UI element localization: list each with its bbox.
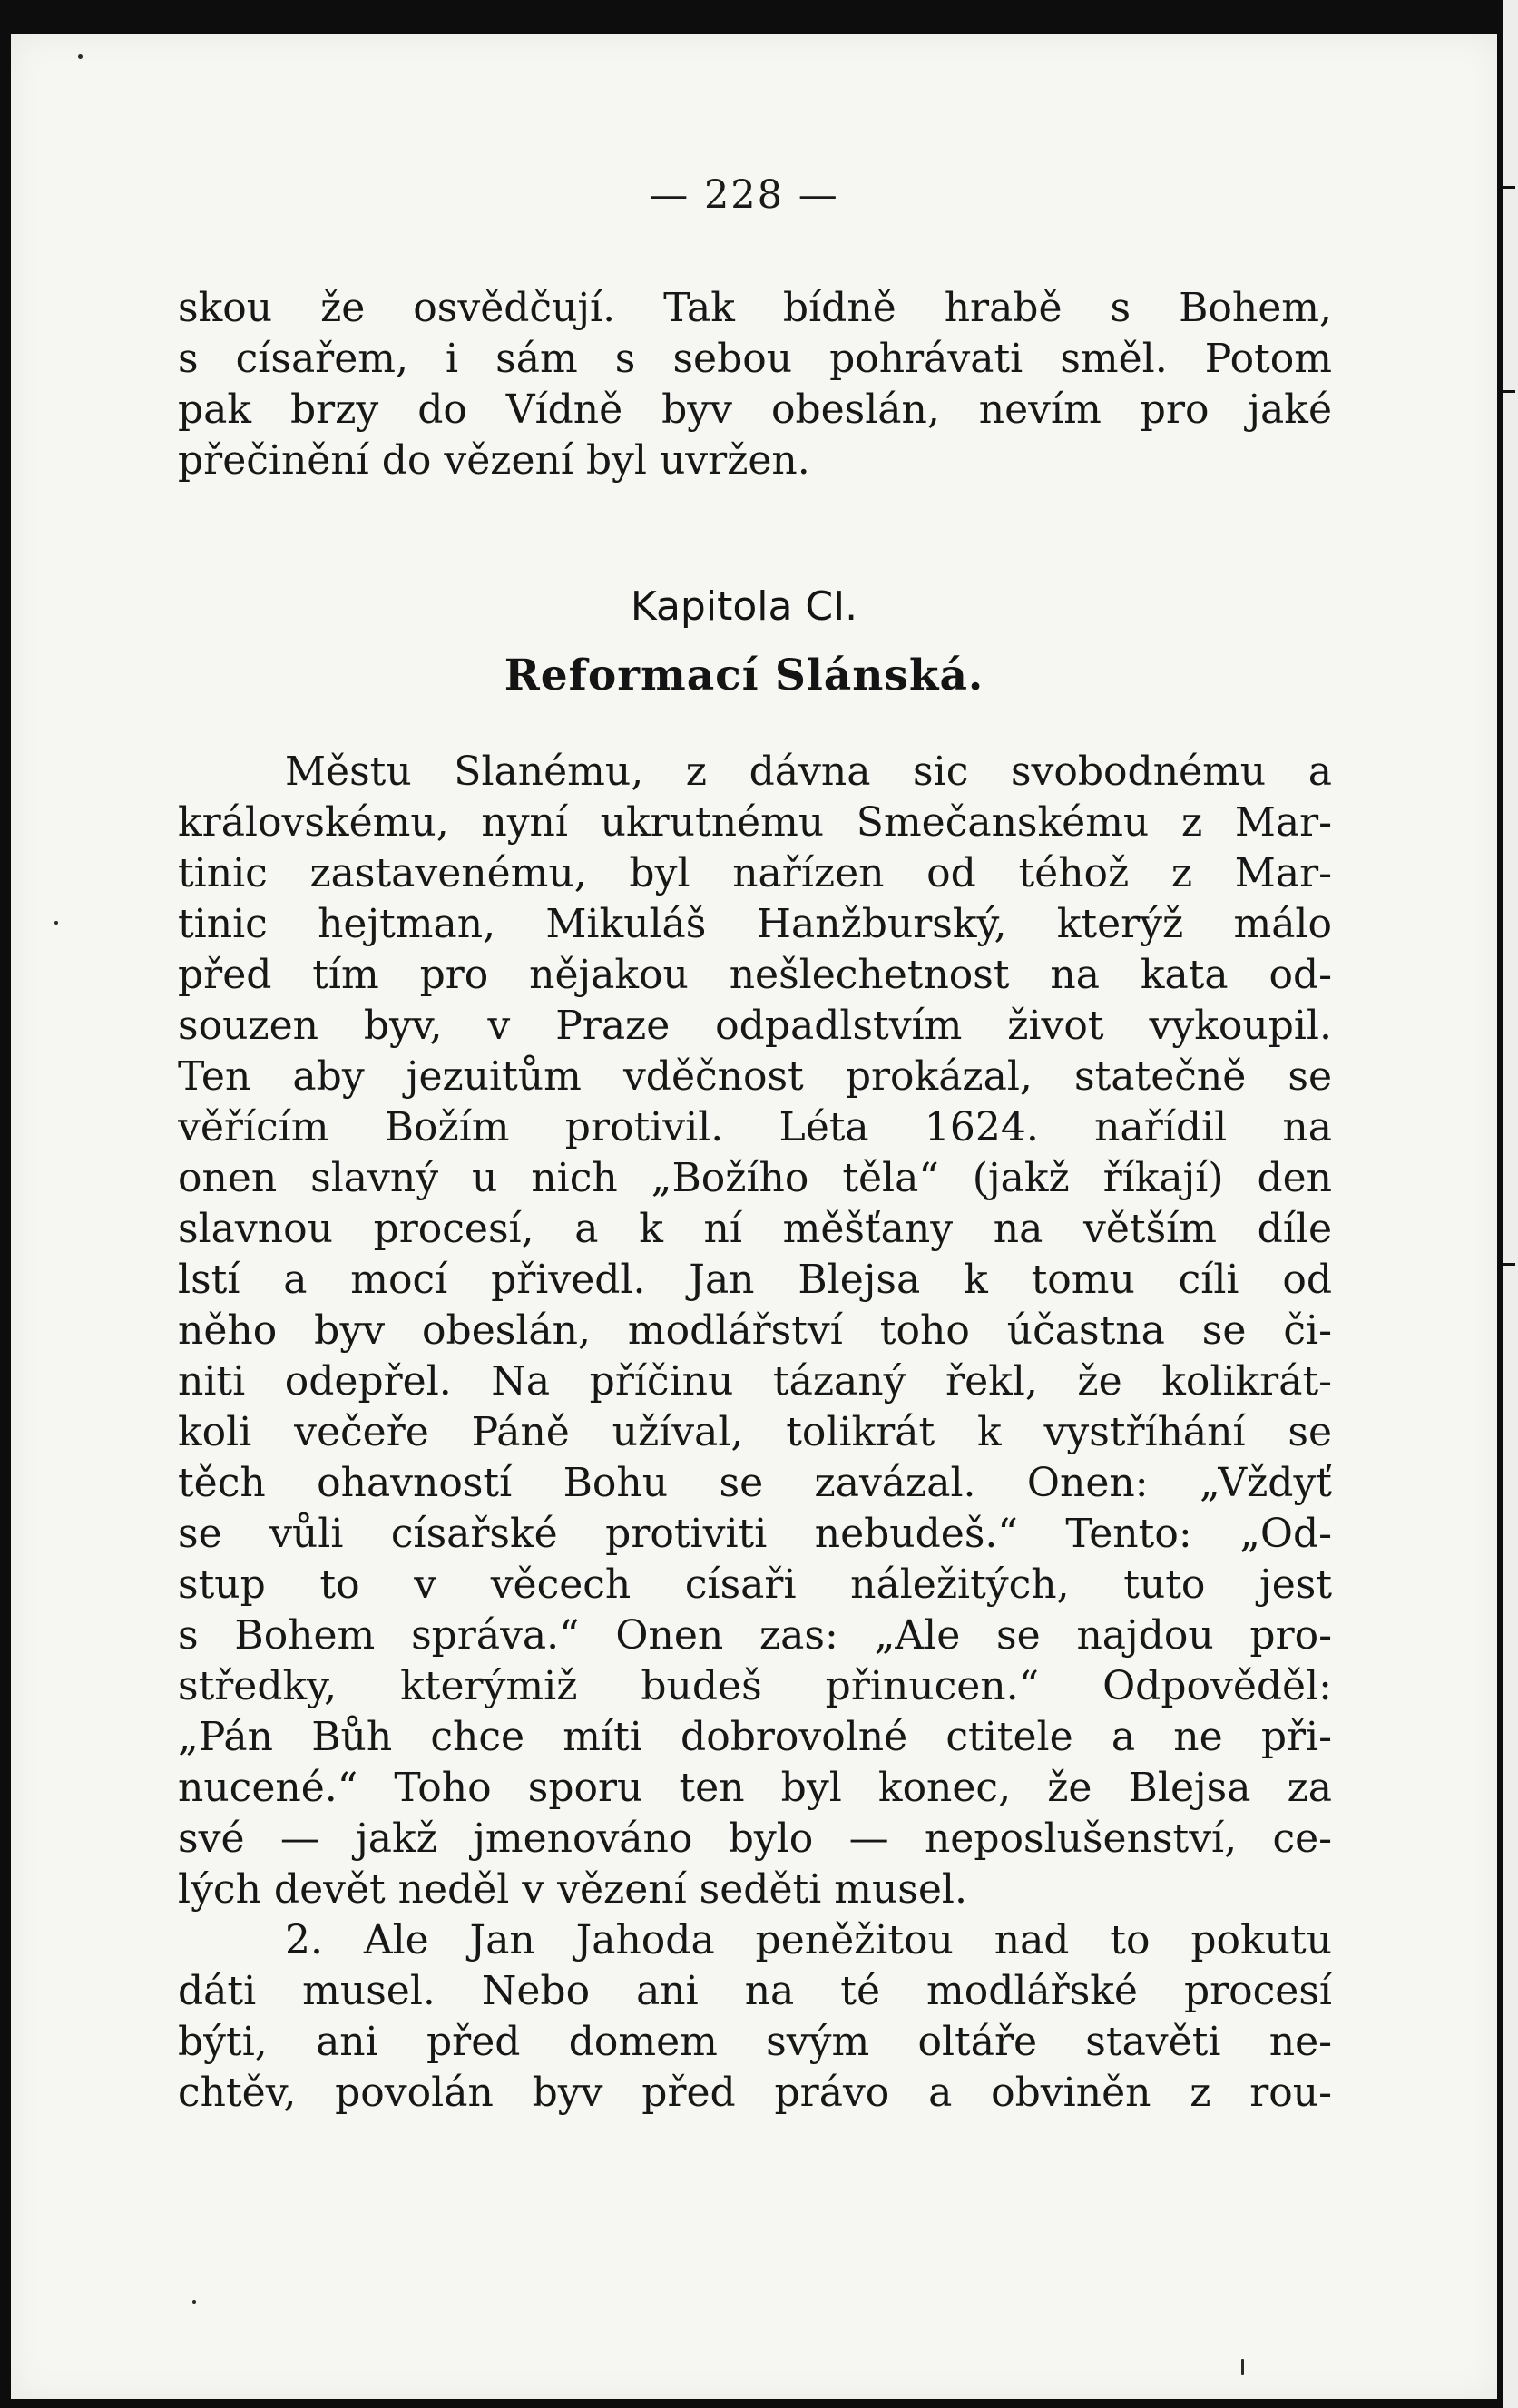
chapter-number: Kapitola CI. <box>630 583 858 630</box>
edge-mark <box>1503 1263 1515 1266</box>
text-line: nucené.“ Toho sporu ten byl konec, že Blejsa za <box>178 1765 1332 1811</box>
text-line: pak brzy do Vídně byv obeslán, nevím pro jaké <box>178 387 1332 433</box>
text-line: s Bohem správa.“ Onen zas: „Ale se najdou pro- <box>178 1612 1332 1659</box>
paper-speck <box>54 921 58 925</box>
text-line: lstí a mocí přivedl. Jan Blejsa k tomu cíli od <box>178 1257 1332 1303</box>
text-line: se vůli císařské protiviti nebudeš.“ Tento: „Od- <box>178 1511 1332 1557</box>
opening-paragraph <box>178 283 1332 486</box>
text-line: 2. Ale Jan Jahoda peněžitou nad to pokutu <box>285 1917 1332 1963</box>
text-line: skou že osvědčují. Tak bídně hrabě s Bohem, <box>178 285 1332 331</box>
text-line: tinic hejtman, Mikuláš Hanžburský, kterýž málo <box>178 901 1332 947</box>
text-line: před tím pro nějakou nešlechetnost na kata od- <box>178 952 1332 998</box>
text-line: koli večeře Páně užíval, tolikrát k vystříhání se <box>178 1409 1332 1455</box>
text-line: královskému, nyní ukrutnému Smečanskému z Mar- <box>178 799 1332 846</box>
text-line: dáti musel. Nebo ani na té modlářské procesí <box>178 1968 1332 2014</box>
text-line: chtěv, povolán byv před právo a obviněn z rou- <box>178 2070 1332 2116</box>
paper-speck <box>192 2300 196 2304</box>
edge-mark <box>1503 186 1515 189</box>
text-line: souzen byv, v Praze odpadlstvím život vykoupil. <box>178 1003 1332 1049</box>
text-line: přečinění do vězení byl uvržen. <box>178 437 810 484</box>
text-line: věřícím Božím protivil. Léta 1624. nařídil na <box>178 1104 1332 1150</box>
text-line: býti, ani před domem svým oltáře stavěti ne- <box>178 2019 1332 2065</box>
paper-speck <box>1241 2359 1244 2375</box>
text-line: s císařem, i sám s sebou pohrávati směl. Potom <box>178 336 1332 382</box>
text-line: stup to v věcech císaři náležitých, tuto jest <box>178 1561 1332 1608</box>
text-line: lých devět neděl v vězení seděti musel. <box>178 1866 967 1913</box>
text-line: těch ohavností Bohu se zavázal. Onen: „Vždyť <box>178 1460 1332 1506</box>
text-line: „Pán Bůh chce míti dobrovolné ctitele a ne při- <box>178 1714 1332 1760</box>
chapter-title: Reformací Slánská. <box>504 651 984 700</box>
body-text <box>178 747 1332 2119</box>
paper-speck <box>78 54 83 59</box>
text-line: středky, kterýmiž budeš přinucen.“ Odpověděl: <box>178 1663 1332 1709</box>
text-line: tinic zastavenému, byl nařízen od téhož z Mar- <box>178 850 1332 896</box>
text-line: Městu Slanému, z dávna sic svobodnému a <box>285 749 1332 795</box>
page-number: — 228 — <box>649 172 839 218</box>
text-line: slavnou procesí, a k ní měšťany na větším díle <box>178 1206 1332 1252</box>
text-line: něho byv obeslán, modlářství toho účastna se či- <box>178 1307 1332 1354</box>
adjacent-page-edge <box>1503 0 1518 2408</box>
text-line: Ten aby jezuitům vděčnost prokázal, statečně se <box>178 1053 1332 1100</box>
edge-mark <box>1503 390 1515 393</box>
text-line: své — jakž jmenováno bylo — neposlušenství, ce- <box>178 1816 1332 1862</box>
text-line: niti odepřel. Na příčinu tázaný řekl, že kolikrát- <box>178 1358 1332 1405</box>
text-line: onen slavný u nich „Božího těla“ (jakž říkají) den <box>178 1155 1332 1201</box>
